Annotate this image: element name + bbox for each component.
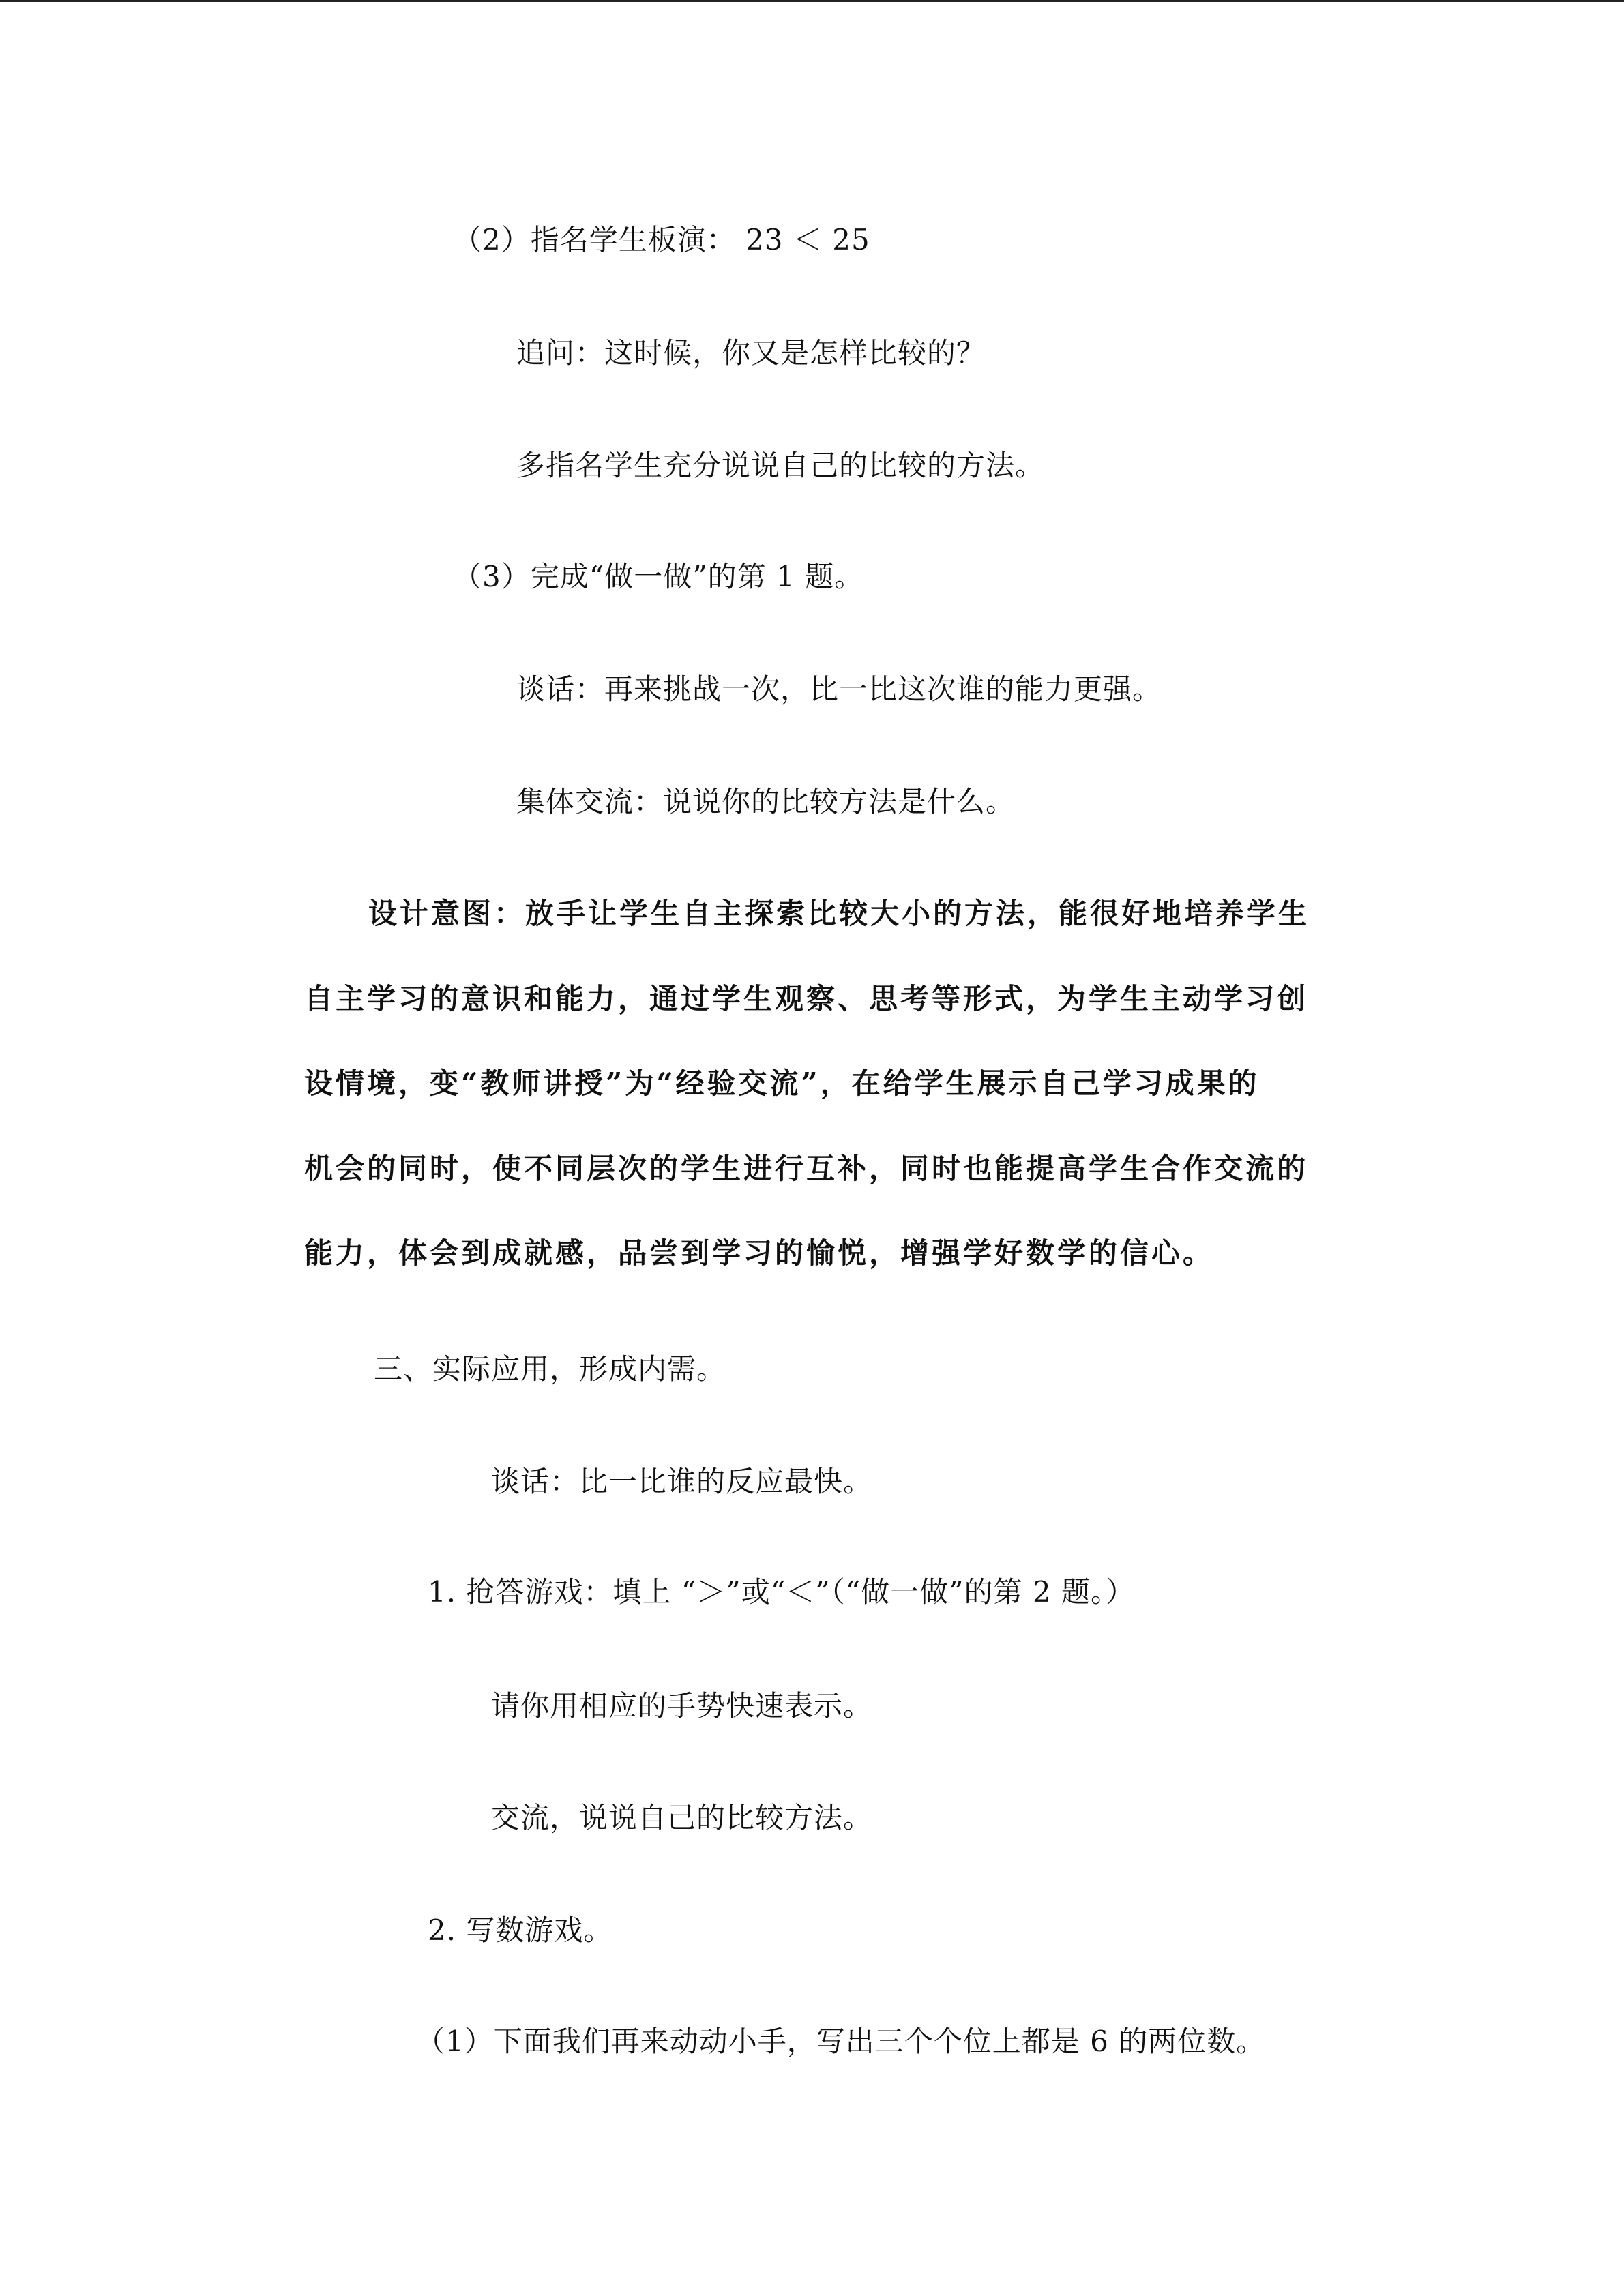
student-method-line: 多指名学生充分说说自己的比较的方法。 <box>516 449 1045 482</box>
section-three-heading: 三、实际应用，形成内需。 <box>374 1352 726 1386</box>
exchange-method-line: 交流，说说自己的比较方法。 <box>491 1801 873 1834</box>
number-writing-game-line: 2. 写数游戏。 <box>428 1913 613 1947</box>
exercise-one-line: （3）完成“做一做”的第 1 题。 <box>453 560 864 593</box>
follow-up-question: 追问：这时候，你又是怎样比较的？ <box>516 336 986 370</box>
page-top-border <box>0 0 1624 2</box>
quiz-game-line: 1. 抢答游戏：填上 “＞”或“＜”（“做一做”的第 2 题。） <box>428 1575 1136 1609</box>
write-numbers-task-line: （1）下面我们再来动动小手，写出三个个位上都是 6 的两位数。 <box>416 2025 1266 2058</box>
design-intent-line-1: 设计意图：放手让学生自主探索比较大小的方法，能很好地培养学生 <box>368 897 1310 930</box>
board-exercise-line: （2）指名学生板演： 23 ＜ 25 <box>453 223 870 256</box>
design-intent-line-4: 机会的同时，使不同层次的学生进行互补，同时也能提高学生合作交流的 <box>304 1152 1309 1185</box>
reaction-talk-line: 谈话：比一比谁的反应最快。 <box>491 1465 873 1498</box>
challenge-talk-line: 谈话：再来挑战一次，比一比这次谁的能力更强。 <box>516 672 1162 706</box>
design-intent-line-2: 自主学习的意识和能力，通过学生观察、思考等形式，为学生主动学习创 <box>304 982 1309 1015</box>
gesture-instruction-line: 请你用相应的手势快速表示。 <box>491 1689 873 1723</box>
design-intent-line-3: 设情境，变“教师讲授”为“经验交流”，在给学生展示自己学习成果的 <box>304 1067 1260 1100</box>
design-intent-line-5: 能力，体会到成就感，品尝到学习的愉悦，增强学好数学的信心。 <box>304 1236 1215 1270</box>
group-exchange-line: 集体交流：说说你的比较方法是什么。 <box>516 785 1016 818</box>
